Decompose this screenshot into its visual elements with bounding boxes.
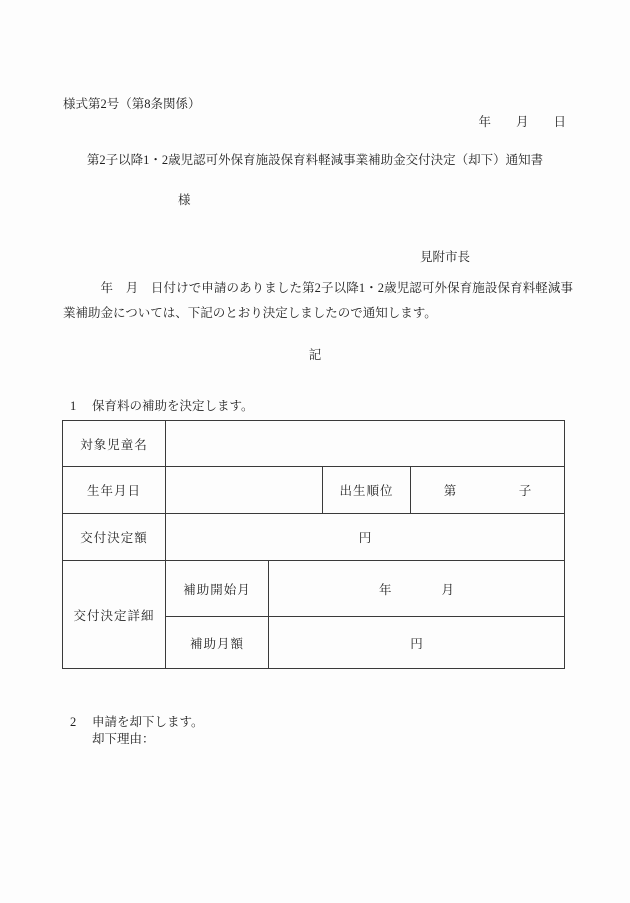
grant-decision-table bbox=[62, 420, 565, 669]
addressee-suffix: 様 bbox=[178, 193, 191, 207]
grant-detail-label: 交付決定詳細 bbox=[63, 561, 166, 669]
grant-amount-label: 交付決定額 bbox=[63, 514, 166, 561]
birth-date-label: 生年月日 bbox=[63, 467, 166, 514]
birth-order-label: 出生順位 bbox=[323, 467, 411, 514]
form-number: 様式第2号（第8条関係） bbox=[63, 97, 201, 111]
child-name-label: 対象児童名 bbox=[63, 421, 166, 467]
record-marker: 記 bbox=[308, 348, 322, 362]
grant-amount-field: 円 bbox=[166, 514, 565, 561]
body-paragraph: 年 月 日付けで申請のありました第2子以降1・2歳児認可外保育施設保育料軽減事業補助金については、下記のとおり決定しましたので通知します。 bbox=[63, 281, 573, 320]
date-line: 年 月 日 bbox=[478, 115, 566, 129]
section1-heading bbox=[70, 398, 254, 414]
section2-heading bbox=[70, 714, 204, 730]
section1-number: 1 bbox=[70, 399, 77, 413]
rejection-reason-label: 却下理由： bbox=[92, 732, 155, 746]
sender-name: 見附市長 bbox=[420, 250, 471, 264]
table-row bbox=[63, 467, 565, 514]
table-row bbox=[63, 514, 565, 561]
table-row bbox=[63, 421, 565, 467]
subsidy-monthly-field: 円 bbox=[269, 617, 565, 669]
birth-order-field: 第 子 bbox=[411, 467, 565, 514]
section2-number: 2 bbox=[70, 715, 77, 729]
child-name-field bbox=[166, 421, 565, 467]
document-title: 第2子以降1・2歳児認可外保育施設保育料軽減事業補助金交付決定（却下）通知書 bbox=[86, 153, 544, 167]
section2-text: 申請を却下します。 bbox=[92, 715, 204, 729]
subsidy-start-field: 年 月 bbox=[269, 561, 565, 617]
section1-text: 保育料の補助を決定します。 bbox=[92, 399, 254, 413]
table-row bbox=[63, 561, 565, 617]
birth-date-field bbox=[166, 467, 323, 514]
subsidy-monthly-label: 補助月額 bbox=[166, 617, 269, 669]
subsidy-start-label: 補助開始月 bbox=[166, 561, 269, 617]
